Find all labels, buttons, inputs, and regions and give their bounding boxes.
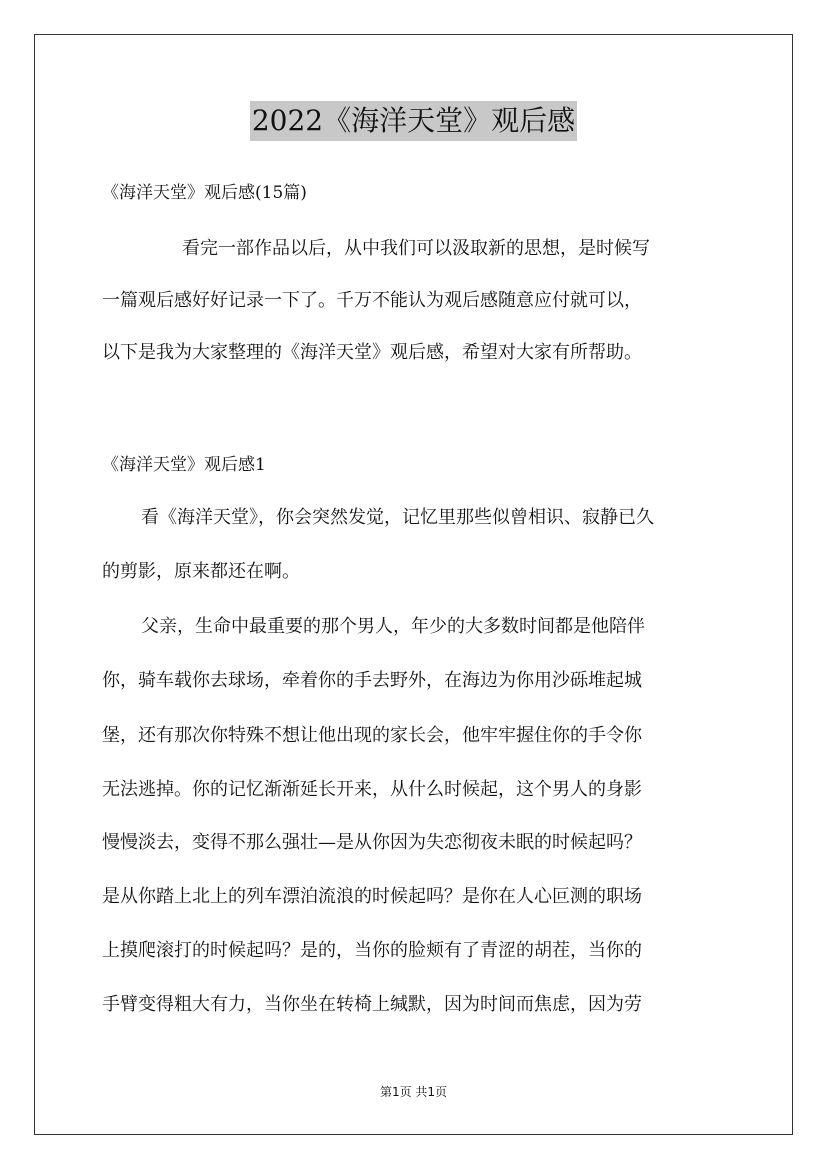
paragraph-line: 手臂变得粗大有力，当你坐在转椅上缄默，因为时间而焦虑，因为劳 (102, 994, 642, 1015)
paragraph-line: 慢慢淡去，变得不那么强壮—是从你因为失恋彻夜未眠的时候起吗？ (102, 832, 642, 853)
intro-line: 一篇观后感好好记录一下了。千万不能认为观后感随意应付就可以， (102, 290, 642, 311)
paragraph-line: 的剪影，原来都还在啊。 (102, 561, 300, 582)
document-title: 2022《海洋天堂》观后感 (0, 100, 827, 141)
document-subtitle: 《海洋天堂》观后感(15篇) (102, 183, 307, 203)
paragraph-line: 上摸爬滚打的时候起吗？是的，当你的脸颊有了青涩的胡茬，当你的 (102, 940, 642, 961)
paragraph-line: 是从你踏上北上的列车漂泊流浪的时候起吗？是你在人心叵测的职场 (102, 886, 642, 907)
section-heading: 《海洋天堂》观后感1 (102, 455, 266, 475)
paragraph-line: 你，骑车载你去球场，牵着你的手去野外，在海边为你用沙砾堆起城 (102, 670, 642, 691)
paragraph-line: 看《海洋天堂》，你会突然发觉，记忆里那些似曾相识、寂静已久 (141, 507, 654, 528)
paragraph-line: 无法逃掉。你的记忆渐渐延长开来，从什么时候起，这个男人的身影 (102, 779, 642, 800)
page-footer: 第1页 共1页 (379, 1085, 448, 1099)
intro-line: 看完一部作品以后，从中我们可以汲取新的思想，是时候写 (182, 238, 650, 259)
paragraph-line: 堡，还有那次你特殊不想让他出现的家长会，他牢牢握住你的手令你 (102, 725, 642, 746)
intro-line: 以下是我为大家整理的《海洋天堂》观后感，希望对大家有所帮助。 (102, 342, 642, 363)
paragraph-line: 父亲，生命中最重要的那个男人，年少的大多数时间都是他陪伴 (141, 616, 645, 637)
